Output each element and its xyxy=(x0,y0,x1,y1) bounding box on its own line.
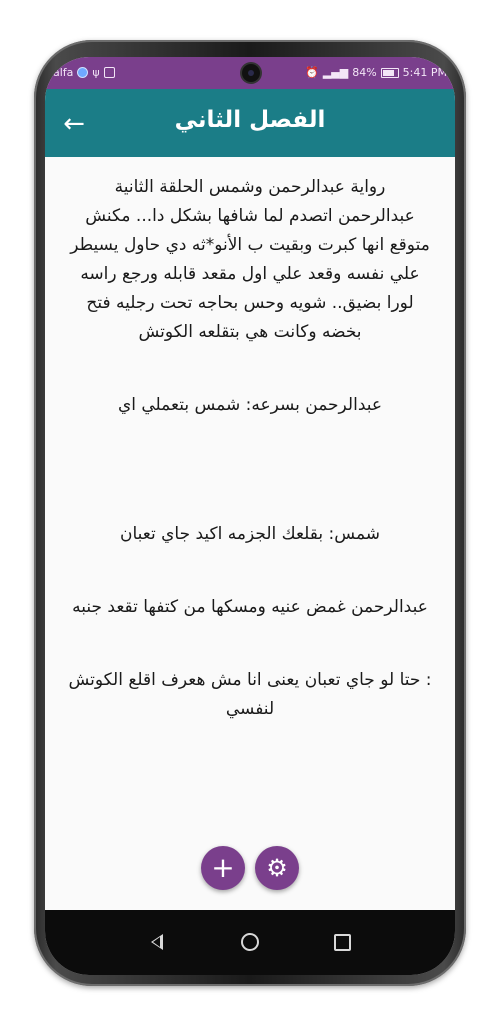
settings-button[interactable] xyxy=(255,846,299,890)
add-button[interactable] xyxy=(201,846,245,890)
carrier-label: alfa xyxy=(53,66,74,79)
nav-back-button[interactable] xyxy=(143,928,171,956)
arrow-back-icon: ← xyxy=(63,109,85,139)
chapter-content[interactable] xyxy=(45,157,455,910)
phone-screen xyxy=(45,57,455,975)
battery-percent: 84% xyxy=(352,66,377,79)
nav-recents-icon xyxy=(334,934,351,951)
gallery-icon xyxy=(104,67,115,78)
nav-back-icon xyxy=(151,934,163,950)
status-left xyxy=(53,66,115,79)
app-notification-icon xyxy=(77,67,88,78)
nav-recents-button[interactable] xyxy=(328,928,356,956)
app-bar xyxy=(45,89,455,157)
paragraph: رواية عبدالرحمن وشمس الحلقة الثانية عبدالرحمن اتصدم لما شافها بشكل دا... مكنش متوقع انها كبرت وبقيت ب الأنو*ثه دي حاول يسيطر علي نفسه وقعد علي اول مقعد قابله ورجع راسه لورا بضيق.. شويه وحس بحاجه تحت رجليه فتح بخضه وكانت هي بتقلعه الكوتش xyxy=(70,177,430,342)
navigation-bar xyxy=(45,910,455,975)
front-camera xyxy=(242,64,260,82)
paragraph: : حتا لو جاي تعبان يعنى انا مش هعرف اقلع الكوتش لنفسي xyxy=(68,670,432,719)
signal-icon: ▂▄▆ xyxy=(322,66,349,79)
paragraph: عبدالرحمن بسرعه: شمس بتعملي اي xyxy=(117,395,383,415)
back-button[interactable] xyxy=(57,107,91,141)
paragraph: عبدالرحمن غمض عنيه ومسكها من كتفها تقعد جنبه xyxy=(72,597,428,617)
nav-home-button[interactable] xyxy=(236,928,264,956)
gear-icon: ⚙ xyxy=(266,854,288,882)
plus-icon: + xyxy=(211,851,235,884)
paragraph: شمس: بقلعك الجزمه اكيد جاي تعبان xyxy=(119,524,381,544)
nav-home-icon xyxy=(241,933,259,951)
chapter-title: الفصل الثاني xyxy=(174,107,326,133)
usb-icon: ψ xyxy=(92,66,100,79)
battery-icon xyxy=(381,68,399,78)
clock: 5:41 PM xyxy=(402,66,447,79)
status-bar xyxy=(45,57,455,89)
status-right xyxy=(305,66,447,79)
alarm-icon: ⏰ xyxy=(305,66,319,79)
